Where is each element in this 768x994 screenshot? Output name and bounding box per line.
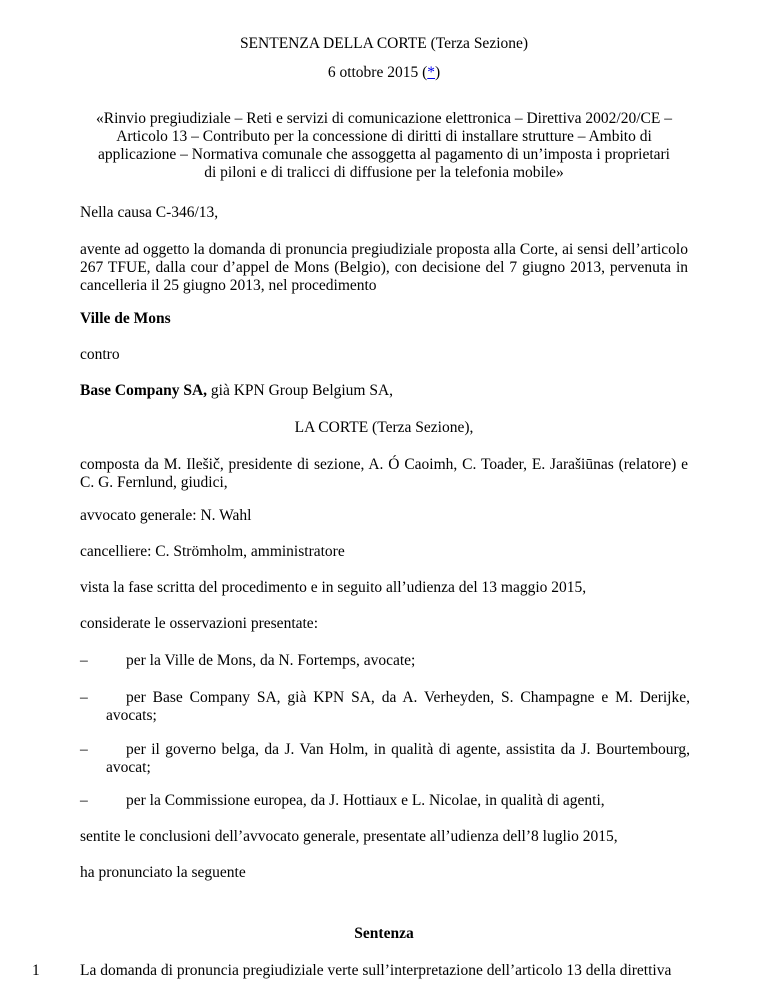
pronounced-statement: ha pronunciato la seguente bbox=[80, 864, 246, 881]
observation-item: per Base Company SA, già KPN SA, da A. Verheyden, S. Champagne e M. Derijke, avocats; bbox=[106, 689, 690, 724]
procedure-statement: vista la fase scritta del procedimento e in seguito all’udienza del 13 maggio 2015, bbox=[80, 579, 587, 596]
registrar: cancelliere: C. Strömholm, amministratore bbox=[80, 543, 345, 560]
observation-item: per il governo belga, da J. Van Holm, in qualità di agente, assistita da J. Bourtembourg, avocat; bbox=[106, 741, 690, 776]
observations-intro: considerate le osservazioni presentate: bbox=[80, 615, 318, 632]
court-heading: LA CORTE (Terza Sezione), bbox=[294, 419, 474, 436]
conclusions-statement: sentite le conclusioni dell’avvocato generale, presentate all’udienza dell’8 luglio 2015, bbox=[80, 828, 618, 845]
judgment-date bbox=[0, 64, 768, 82]
judgment-title: SENTENZA DELLA CORTE (Terza Sezione) bbox=[239, 35, 529, 52]
observation-item: per la Ville de Mons, da N. Fortemps, avocate; bbox=[126, 652, 416, 669]
defendant-name: Base Company SA, bbox=[80, 382, 208, 399]
list-dash: – bbox=[80, 689, 88, 706]
judgment-date-text: 6 ottobre 2015 ( bbox=[327, 64, 428, 81]
case-number: Nella causa C‑346/13, bbox=[80, 204, 219, 221]
advocate-general: avvocato generale: N. Wahl bbox=[80, 507, 252, 524]
contro-label: contro bbox=[80, 346, 120, 363]
observation-item: per la Commissione europea, da J. Hottiaux e L. Nicolae, in qualità di agenti, bbox=[126, 792, 605, 809]
footnote-link[interactable]: * bbox=[427, 64, 436, 81]
defendant-party bbox=[80, 382, 688, 400]
applicant-party: Ville de Mons bbox=[80, 310, 171, 327]
list-dash: – bbox=[80, 792, 88, 809]
subject-keywords: «Rinvio pregiudiziale – Reti e servizi di comunicazione elettronica – Direttiva 2002/20/CE – Articolo 13 – Contributo per la concessione di diritti di installare strutture – Ambito di applicazione – Normativa comunale che assoggetta al pagamento di un’imposta i proprietari di piloni e di tralicci di diffusione per la telefonia mobile» bbox=[96, 110, 672, 181]
court-composition: composta da M. Ilešič, presidente di sezione, A. Ó Caoimh, C. Toader, E. Jarašiūnas (relatore) e C. G. Fernlund, giudici, bbox=[80, 456, 688, 491]
reference-intro: avente ad oggetto la domanda di pronuncia pregiudiziale proposta alla Corte, ai sensi dell’articolo 267 TFUE, dalla cour d’appel de Mons (Belgio), con decisione del 7 giugno 2013, pervenuta in cancelleria il 25 giugno 2013, nel procedimento bbox=[80, 241, 688, 294]
list-dash: – bbox=[80, 652, 88, 669]
judgment-date-close: ) bbox=[435, 64, 441, 81]
paragraph-number: 1 bbox=[32, 962, 40, 979]
paragraph-text: La domanda di pronuncia pregiudiziale verte sull’interpretazione dell’articolo 13 della direttiva bbox=[80, 962, 672, 979]
defendant-former-name: già KPN Group Belgium SA, bbox=[207, 382, 394, 399]
list-dash: – bbox=[80, 741, 88, 758]
judgment-heading: Sentenza bbox=[354, 925, 414, 942]
